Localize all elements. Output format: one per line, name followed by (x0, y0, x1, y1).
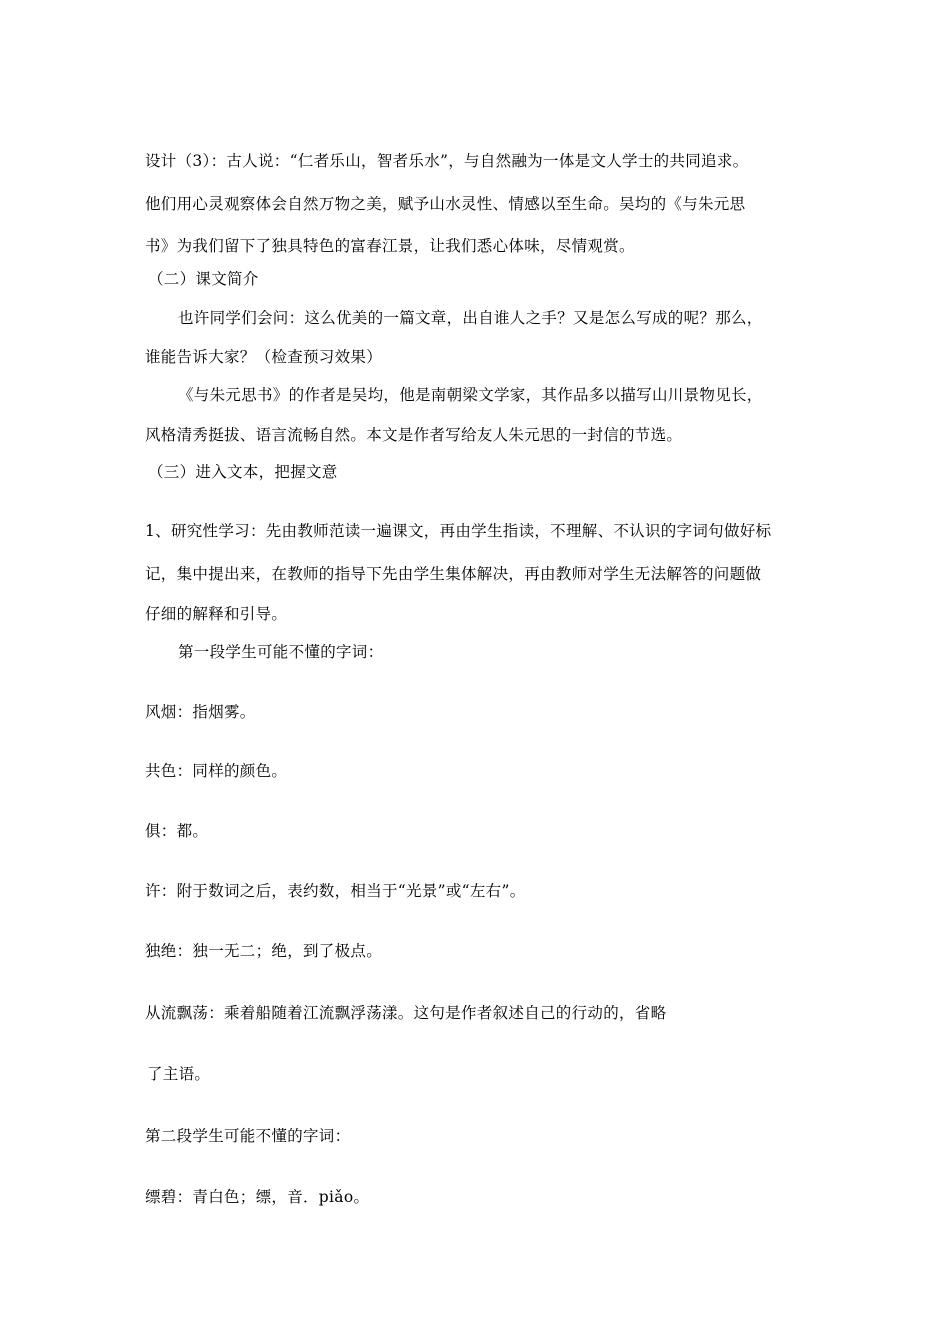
section-heading-enter-text: （三）进入文本，把握文意 (148, 463, 338, 481)
paragraph-author-line-2: 风格清秀挺拔、语言流畅自然。本文是作者写给友人朱元思的一封信的节选。 (145, 426, 683, 444)
paragraph-author-line-1: 《与朱元思书》的作者是吴均，他是南朝梁文学家，其作品多以描写山川景物见长， (178, 386, 763, 404)
paragraph-design-3-line-3: 书》为我们留下了独具特色的富春江景，让我们悉心体味，尽情观赏。 (145, 237, 635, 255)
subheading-first-paragraph-words: 第一段学生可能不懂的字词： (178, 643, 384, 661)
paragraph-question-line-1: 也许同学们会问：这么优美的一篇文章，出自谁人之手？又是怎么写成的呢？那么， (178, 309, 763, 327)
paragraph-research-line-1: 1、研究性学习：先由教师范读一遍课文，再由学生指读，不理解、不认识的字词句做好标 (145, 522, 772, 540)
vocab-item-fengyan: 风烟：指烟雾。 (145, 703, 256, 721)
vocab-item-gongse: 共色：同样的颜色。 (145, 762, 288, 780)
vocab-item-congliu-line-1: 从流飘荡：乘着船随着江流飘浮荡漾。这句是作者叙述自己的行动的，省略 (145, 1004, 667, 1022)
vocab-item-xu: 许：附于数词之后，表约数，相当于“光景”或“左右”。 (145, 882, 526, 900)
section-heading-text-intro: （二）课文简介 (148, 270, 259, 288)
vocab-item-ju: 俱：都。 (145, 822, 209, 840)
paragraph-design-3-line-2: 他们用心灵观察体会自然万物之美，赋予山水灵性、情感以至生命。吴均的《与朱元思 (145, 195, 746, 213)
paragraph-research-line-2: 记，集中提出来，在教师的指导下先由学生集体解决，再由教师对学生无法解答的问题做 (145, 565, 762, 583)
vocab-item-piaobi: 缥碧：青白色；缥，音．piǎo。 (145, 1188, 370, 1206)
subheading-second-paragraph-words: 第二段学生可能不懂的字词： (145, 1127, 351, 1145)
vocab-item-congliu-line-2: 了主语。 (147, 1065, 211, 1083)
vocab-item-dujue: 独绝：独一无二；绝，到了极点。 (145, 942, 383, 960)
paragraph-design-3-line-1: 设计（3）：古人说：“仁者乐山，智者乐水”，与自然融为一体是文人学士的共同追求。 (145, 152, 749, 170)
paragraph-research-line-3: 仔细的解释和引导。 (145, 605, 288, 623)
paragraph-question-line-2: 谁能告诉大家？（检查预习效果） (145, 348, 383, 366)
